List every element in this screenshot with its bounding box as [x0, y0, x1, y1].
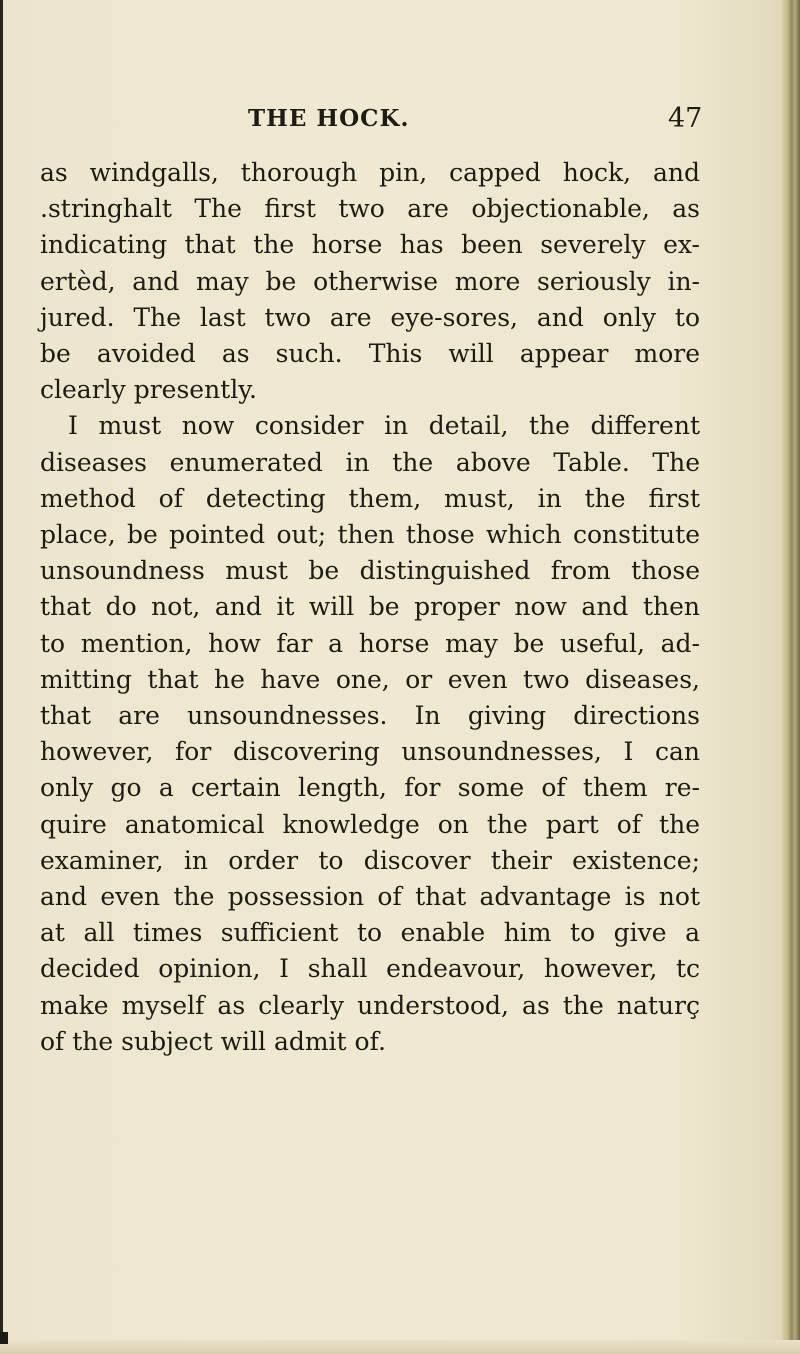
page-number: 47 — [668, 103, 703, 134]
text-line: as windgalls, thorough pin, capped hock, and — [40, 158, 700, 187]
text-line: ertèd, and may be otherwise more seriously in- — [40, 266, 700, 296]
text-line: decided opinion, I shall endeavour, however, tc — [40, 954, 700, 984]
text-line: examiner, in order to discover their existence; — [40, 845, 700, 875]
text-line: mitting that he have one, or even two diseases, — [40, 664, 700, 694]
body-text — [40, 155, 700, 1060]
text-line: clearly presently. — [40, 375, 257, 405]
text-line: that do not, and it will be proper now and then — [40, 592, 700, 622]
text-line: at all times sufficient to enable him to give a — [40, 918, 700, 948]
paragraph-2 — [40, 408, 700, 1060]
page-left-edge — [0, 0, 3, 1354]
text-line: quire anatomical knowledge on the part of the — [40, 809, 700, 839]
text-line: .stringhalt The first two are objectionable, as — [40, 194, 700, 224]
page-binding-edge — [782, 0, 800, 1354]
text-line: be avoided as such. This will appear more — [40, 339, 700, 369]
text-line: of the subject will admit of. — [40, 1026, 386, 1056]
text-line: place, be pointed out; then those which constitute — [40, 520, 700, 550]
page-corner-mark — [0, 1332, 8, 1344]
running-title: THE HOCK. — [248, 105, 410, 132]
text-line: unsoundness must be distinguished from those — [40, 556, 700, 586]
page-bottom-edge — [0, 1340, 800, 1354]
page-header — [0, 103, 800, 143]
paragraph-1 — [40, 155, 700, 408]
text-line: to mention, how far a horse may be useful, ad- — [40, 628, 700, 658]
text-line: however, for discovering unsoundnesses, I can — [40, 737, 700, 767]
text-line: that are unsoundnesses. In giving directions — [40, 701, 700, 731]
text-line: I must now consider in detail, the different — [68, 411, 700, 441]
text-line: make myself as clearly understood, as the naturç — [40, 990, 700, 1020]
text-line: method of detecting them, must, in the first — [40, 483, 700, 513]
text-line: only go a certain length, for some of them re- — [40, 773, 700, 803]
text-line: diseases enumerated in the above Table. The — [40, 447, 700, 477]
text-line: jured. The last two are eye-sores, and only to — [40, 302, 700, 332]
text-line: indicating that the horse has been severely ex- — [40, 230, 700, 260]
text-line: and even the possession of that advantage is not — [40, 882, 700, 912]
